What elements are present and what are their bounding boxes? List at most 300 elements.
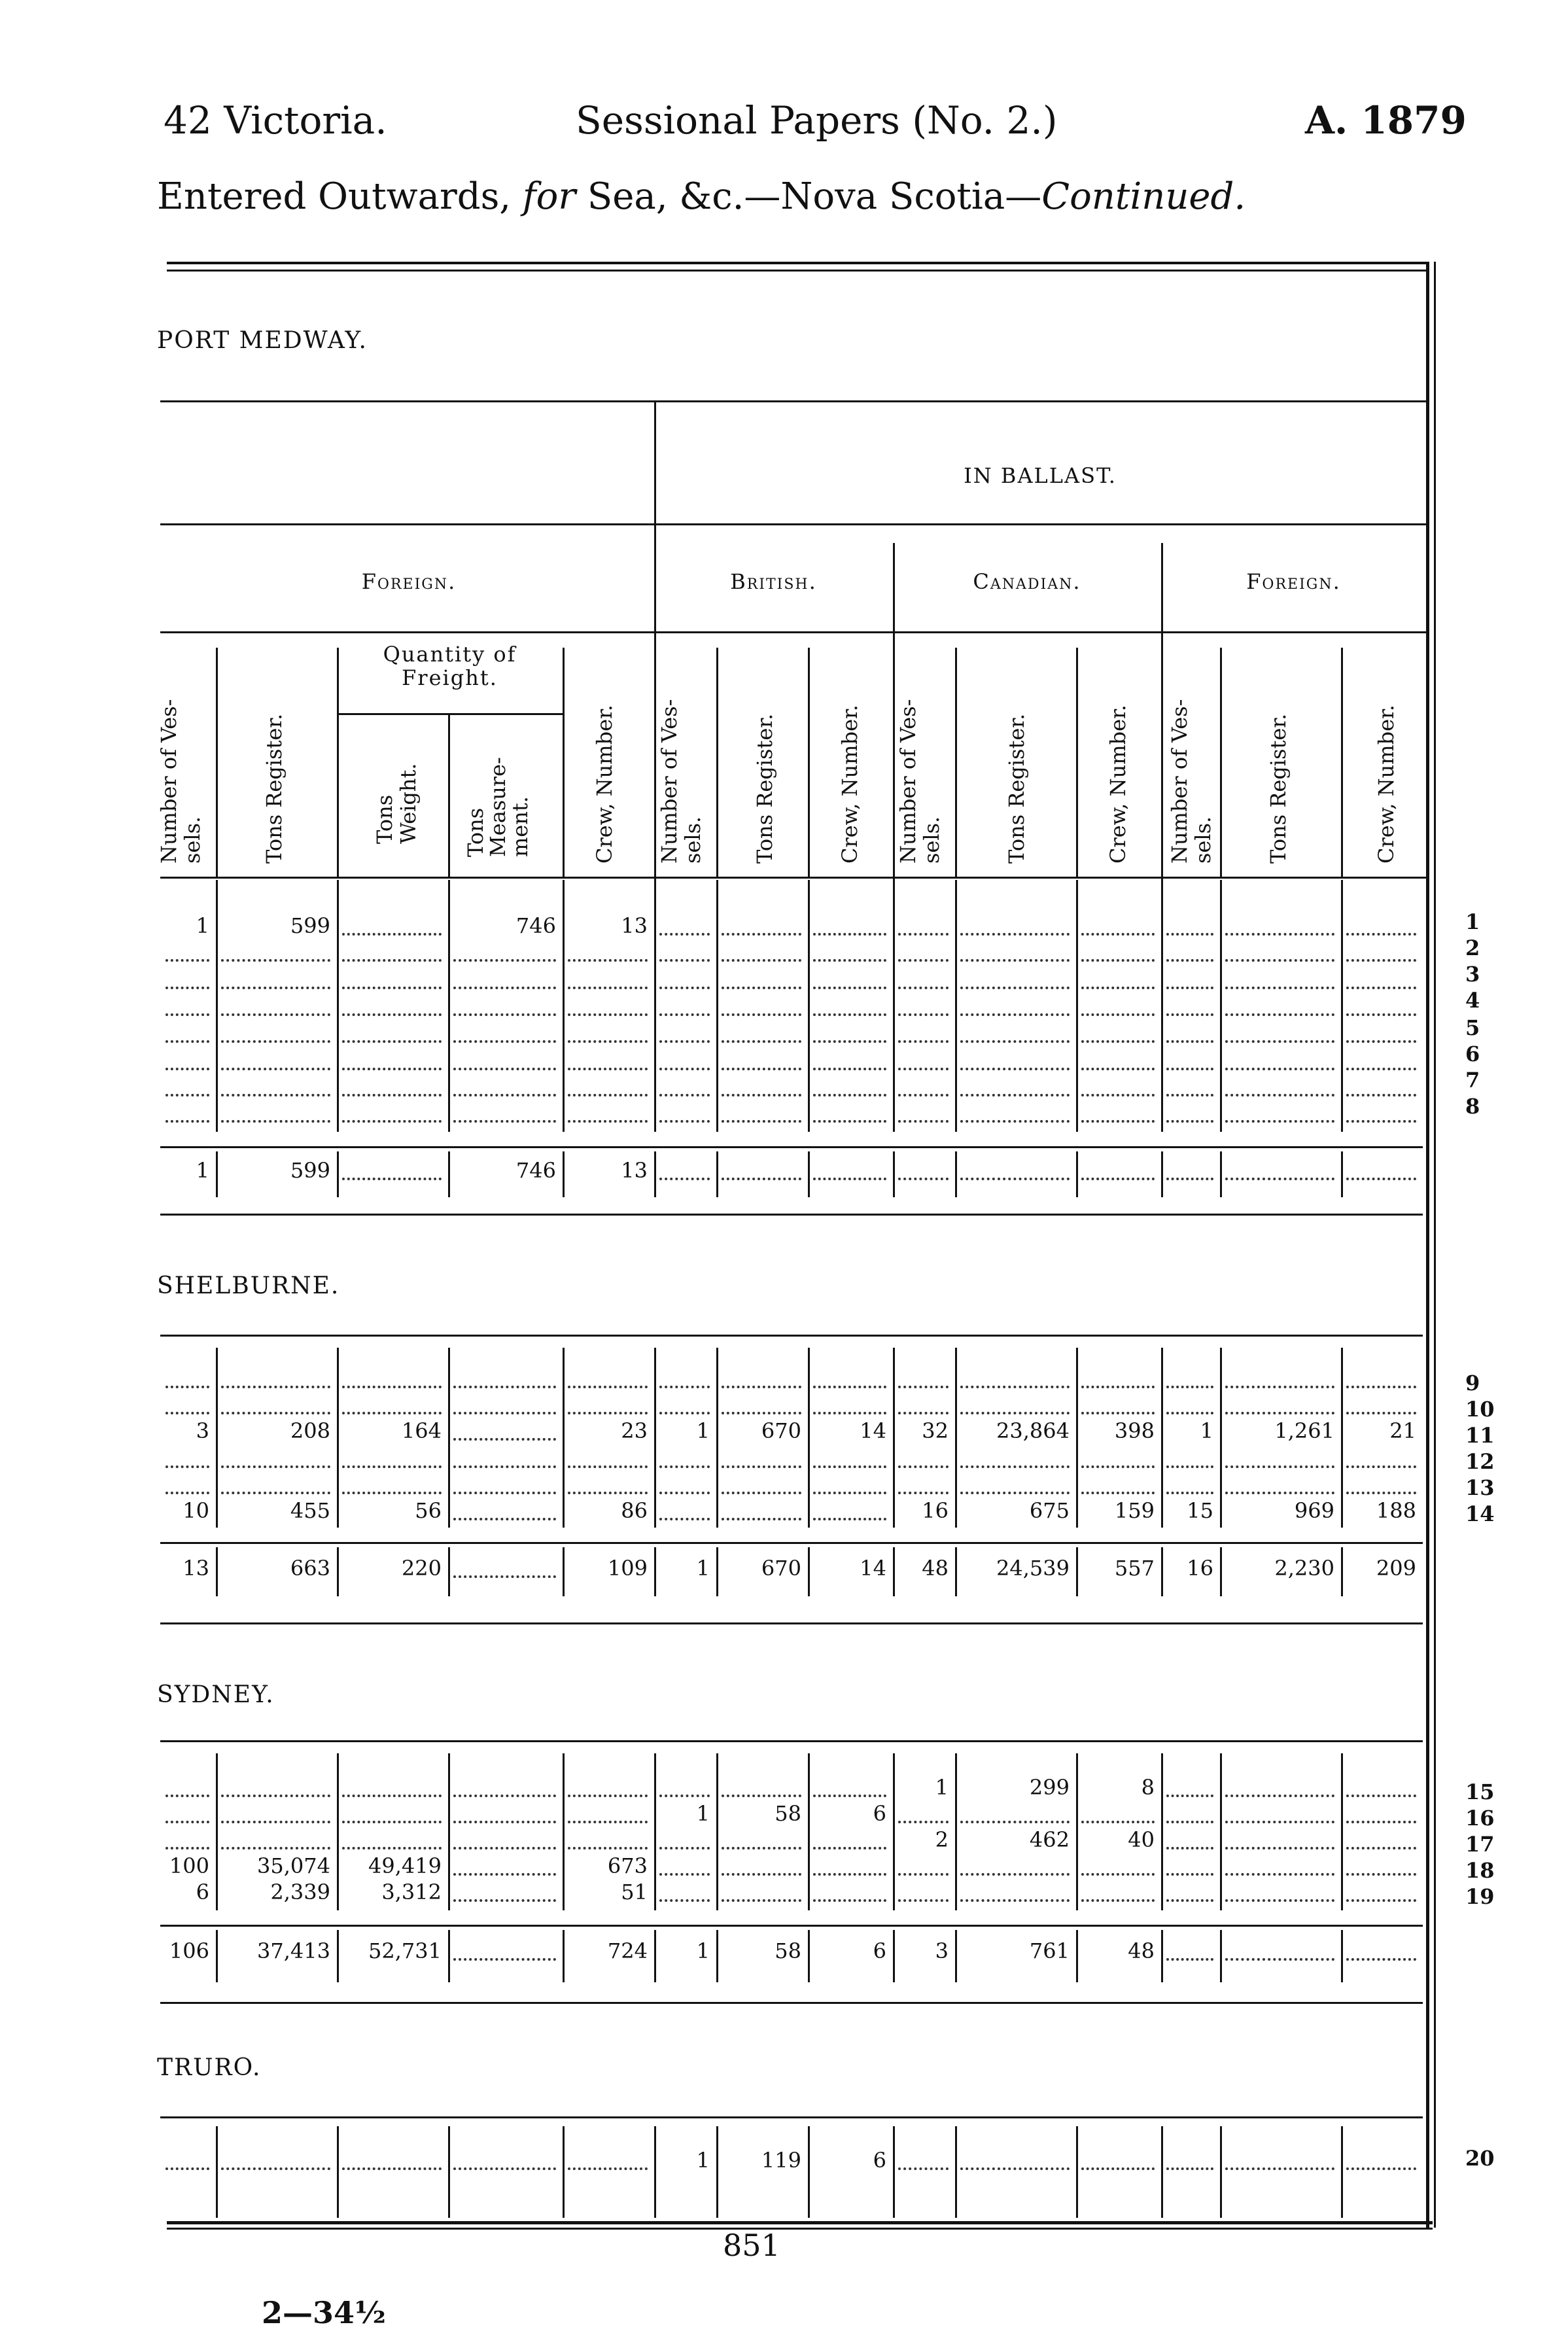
table-cell: 24,539 (996, 1556, 1070, 1581)
table-cell: 663 (290, 1556, 330, 1581)
leader-dots (960, 933, 1070, 936)
rule (160, 1146, 1423, 1148)
leader-dots (813, 1094, 886, 1096)
leader-dots (1346, 1795, 1416, 1797)
divider (563, 1151, 565, 1197)
divider (654, 1348, 656, 1528)
leader-dots (568, 1120, 648, 1123)
leader-dots (342, 1178, 442, 1180)
table-cell: 32 (922, 1418, 949, 1443)
leader-dots (1225, 1821, 1334, 1823)
divider (448, 1753, 450, 1910)
divider (563, 1930, 565, 1982)
leader-dots (960, 1094, 1070, 1096)
leader-dots (898, 2167, 949, 2170)
leader-dots (453, 1068, 556, 1070)
row-number: 3 (1465, 962, 1480, 987)
divider (448, 1151, 450, 1197)
group-canadian: Canadian. (973, 569, 1081, 594)
leader-dots (166, 1094, 209, 1096)
table-cell: 746 (515, 913, 556, 938)
leader-dots (898, 1492, 949, 1494)
leader-dots (1225, 1899, 1334, 1902)
divider (955, 2126, 957, 2218)
leader-dots (1166, 933, 1213, 936)
table-cell: 1,261 (1274, 1418, 1334, 1443)
col-number-vessels-foreign-ballast: Number of Ves- sels. (1167, 699, 1215, 864)
leader-dots (1225, 1013, 1334, 1016)
leader-dots (1225, 1068, 1334, 1070)
leader-dots (813, 1465, 886, 1468)
table-cell: 673 (607, 1853, 648, 1878)
divider (448, 1348, 450, 1528)
divider (716, 1547, 718, 1596)
divider (1341, 1753, 1343, 1910)
leader-dots (722, 1873, 801, 1876)
leader-dots (166, 2167, 209, 2170)
leader-dots (221, 987, 330, 989)
col-crew-british: Crew, Number. (837, 705, 862, 864)
divider (716, 1348, 718, 1528)
table-cell: 3 (196, 1418, 209, 1443)
leader-dots (568, 1465, 648, 1468)
section-sydney: SYDNEY. (157, 1681, 275, 1708)
leader-dots (722, 1899, 801, 1902)
leader-dots (898, 1465, 949, 1468)
leader-dots (659, 1847, 710, 1849)
leader-dots (813, 1068, 886, 1070)
leader-dots (1346, 1178, 1416, 1180)
rule (160, 1214, 1423, 1216)
leader-dots (453, 1040, 556, 1043)
col-crew-canadian: Crew, Number. (1106, 705, 1130, 864)
leader-dots (722, 1492, 801, 1494)
leader-dots (898, 1178, 949, 1180)
table-cell: 58 (775, 1938, 801, 1963)
table-subtitle: Entered Outwards, for Sea, &c.—Nova Scotia—Continued. (157, 175, 1246, 218)
leader-dots (722, 1847, 801, 1849)
leader-dots (898, 933, 949, 936)
divider (1341, 2126, 1343, 2218)
leader-dots (1166, 1465, 1213, 1468)
leader-dots (342, 1412, 442, 1414)
leader-dots (960, 1412, 1070, 1414)
divider (1341, 1151, 1343, 1197)
table-cell: 670 (761, 1556, 801, 1581)
divider (1220, 1547, 1222, 1596)
leader-dots (1346, 1465, 1416, 1468)
leader-dots (813, 959, 886, 962)
leader-dots (898, 1094, 949, 1096)
leader-dots (453, 1438, 556, 1441)
leader-dots (342, 959, 442, 962)
divider (1161, 1151, 1163, 1197)
leader-dots (453, 2167, 556, 2170)
table-cell: 58 (775, 1801, 801, 1826)
divider (448, 880, 450, 1132)
leader-dots (568, 1386, 648, 1388)
leader-dots (1081, 1465, 1155, 1468)
leader-dots (1225, 1873, 1334, 1876)
table-cell: 13 (621, 1158, 648, 1183)
leader-dots (1081, 1386, 1155, 1388)
table-cell: 208 (290, 1418, 330, 1443)
leader-dots (1225, 1094, 1334, 1096)
table-cell: 2 (935, 1827, 949, 1852)
divider (1220, 1930, 1222, 1982)
divider (808, 1547, 810, 1596)
page-number: 851 (723, 2228, 780, 2263)
leader-dots (453, 1899, 556, 1902)
divider (1341, 880, 1343, 1132)
table-cell: 6 (873, 2148, 886, 2173)
rule (160, 1622, 1423, 1624)
table-cell: 1 (696, 1938, 710, 1963)
freight-heading: Quantity of Freight. (383, 642, 517, 690)
divider (563, 1753, 565, 1910)
divider (955, 880, 957, 1132)
section-truro: TRURO. (157, 2054, 262, 2081)
table-cell: 1 (696, 2148, 710, 2173)
table-cell: 56 (415, 1498, 442, 1523)
leader-dots (453, 1412, 556, 1414)
divider (654, 1930, 656, 1982)
leader-dots (453, 1492, 556, 1494)
leader-dots (722, 1120, 801, 1123)
leader-dots (568, 1094, 648, 1096)
divider (955, 1151, 957, 1197)
leader-dots (813, 1120, 886, 1123)
leader-dots (960, 1899, 1070, 1902)
leader-dots (166, 1013, 209, 1016)
leader-dots (453, 959, 556, 962)
table-cell: 6 (873, 1938, 886, 1963)
divider (448, 2126, 450, 2218)
divider (955, 1930, 957, 1982)
leader-dots (453, 987, 556, 989)
divider (1341, 1348, 1343, 1528)
rule (160, 1335, 1423, 1337)
divider (1220, 1151, 1222, 1197)
leader-dots (1166, 1412, 1213, 1414)
table-cell: 462 (1029, 1827, 1070, 1852)
divider (563, 1348, 565, 1528)
table-cell: 49,419 (368, 1853, 442, 1878)
row-number: 9 (1465, 1371, 1480, 1395)
leader-dots (1081, 959, 1155, 962)
leader-dots (1081, 2167, 1155, 2170)
leader-dots (659, 1465, 710, 1468)
year-label: A. 1879 (1305, 98, 1467, 143)
rule (160, 2116, 1423, 2118)
leader-dots (221, 2167, 330, 2170)
leader-dots (1166, 1040, 1213, 1043)
table-cell: 2,230 (1274, 1556, 1334, 1581)
leader-dots (1225, 2167, 1334, 2170)
group-in-ballast: IN BALLAST. (964, 463, 1117, 488)
leader-dots (722, 1040, 801, 1043)
leader-dots (568, 1821, 648, 1823)
divider (1161, 543, 1163, 890)
divider (716, 1753, 718, 1910)
leader-dots (342, 987, 442, 989)
leader-dots (342, 2167, 442, 2170)
leader-dots (342, 933, 442, 936)
leader-dots (568, 1492, 648, 1494)
rule (160, 1740, 1423, 1742)
leader-dots (1166, 959, 1213, 962)
leader-dots (166, 1386, 209, 1388)
row-number: 1 (1465, 909, 1480, 934)
bottom-rule (167, 2221, 1433, 2224)
leader-dots (960, 1120, 1070, 1123)
document-title: Sessional Papers (No. 2.) (576, 98, 1058, 143)
table-cell: 761 (1029, 1938, 1070, 1963)
leader-dots (453, 1013, 556, 1016)
leader-dots (1081, 1068, 1155, 1070)
leader-dots (453, 1958, 556, 1961)
rule (160, 1925, 1423, 1927)
leader-dots (1225, 959, 1334, 962)
leader-dots (1081, 1178, 1155, 1180)
leader-dots (1166, 1873, 1213, 1876)
leader-dots (659, 987, 710, 989)
col-number-vessels-foreign: Number of Ves- sels. (156, 699, 205, 864)
leader-dots (1346, 1013, 1416, 1016)
table-cell: 15 (1187, 1498, 1213, 1523)
leader-dots (166, 1847, 209, 1849)
divider (1220, 880, 1222, 1132)
row-number: 13 (1465, 1475, 1495, 1500)
divider (337, 648, 339, 877)
divider (1341, 648, 1343, 877)
divider (1076, 1547, 1078, 1596)
leader-dots (1346, 1958, 1416, 1961)
table-cell: 37,413 (257, 1938, 330, 1963)
table-cell: 109 (607, 1556, 648, 1581)
divider (1161, 1348, 1163, 1528)
leader-dots (1225, 933, 1334, 936)
leader-dots (1225, 1847, 1334, 1849)
divider (955, 648, 957, 877)
leader-dots (166, 1821, 209, 1823)
row-number: 12 (1465, 1449, 1495, 1474)
divider (1220, 2126, 1222, 2218)
group-british: British. (730, 569, 817, 594)
table-cell: 16 (1187, 1556, 1213, 1581)
leader-dots (221, 1120, 330, 1123)
divider (893, 1753, 895, 1910)
row-number: 7 (1465, 1068, 1480, 1093)
divider (1161, 880, 1163, 1132)
divider (893, 880, 895, 1132)
row-number: 8 (1465, 1094, 1480, 1119)
leader-dots (898, 1821, 949, 1823)
leader-dots (1346, 2167, 1416, 2170)
col-tons-weight: Tons Weight. (372, 763, 421, 844)
leader-dots (1225, 1120, 1334, 1123)
leader-dots (1346, 1068, 1416, 1070)
leader-dots (453, 1795, 556, 1797)
rule (160, 1542, 1423, 1544)
table-cell: 48 (922, 1556, 949, 1581)
leader-dots (659, 1386, 710, 1388)
session-label: 42 Victoria. (164, 98, 387, 143)
leader-dots (813, 1795, 886, 1797)
leader-dots (166, 1795, 209, 1797)
leader-dots (568, 1068, 648, 1070)
table-cell: 455 (290, 1498, 330, 1523)
table-cell: 21 (1389, 1418, 1416, 1443)
leader-dots (1225, 1795, 1334, 1797)
leader-dots (221, 1465, 330, 1468)
leader-dots (221, 1412, 330, 1414)
leader-dots (898, 1040, 949, 1043)
divider (1161, 2126, 1163, 2218)
divider (448, 713, 450, 877)
leader-dots (453, 1094, 556, 1096)
row-number: 4 (1465, 988, 1480, 1013)
leader-dots (568, 1013, 648, 1016)
divider (893, 2126, 895, 2218)
divider (955, 1547, 957, 1596)
divider (216, 1348, 218, 1528)
group-foreign: Foreign. (361, 569, 457, 594)
col-tons-measurement: Tons Measure- ment. (463, 757, 532, 857)
divider (893, 543, 895, 890)
col-tons-register-foreign-ballast: Tons Register. (1266, 713, 1291, 864)
divider (337, 1753, 339, 1910)
table-cell: 724 (607, 1938, 648, 1963)
leader-dots (898, 959, 949, 962)
leader-dots (813, 1040, 886, 1043)
table-cell: 1 (696, 1418, 710, 1443)
leader-dots (453, 1120, 556, 1123)
leader-dots (342, 1821, 442, 1823)
divider (1341, 1547, 1343, 1596)
leader-dots (453, 1575, 556, 1578)
table-cell: 220 (401, 1556, 442, 1581)
table-cell: 1 (696, 1801, 710, 1826)
divider (808, 1151, 810, 1197)
leader-dots (813, 1013, 886, 1016)
divider (216, 1151, 218, 1197)
divider (893, 1348, 895, 1528)
leader-dots (659, 1068, 710, 1070)
divider (808, 648, 810, 877)
table-cell: 16 (922, 1498, 949, 1523)
table-cell: 35,074 (257, 1853, 330, 1878)
table-cell: 13 (183, 1556, 209, 1581)
divider (216, 1547, 218, 1596)
leader-dots (1346, 1412, 1416, 1414)
table-cell: 746 (515, 1158, 556, 1183)
table-cell: 3,312 (381, 1880, 442, 1904)
leader-dots (898, 1899, 949, 1902)
row-number: 14 (1465, 1501, 1495, 1526)
row-number: 2 (1465, 936, 1480, 960)
leader-dots (659, 1094, 710, 1096)
leader-dots (1081, 1013, 1155, 1016)
table-cell: 119 (761, 2148, 801, 2173)
divider (1220, 648, 1222, 877)
row-number: 19 (1465, 1884, 1495, 1909)
divider (716, 2126, 718, 2218)
col-tons-register-canadian: Tons Register. (1004, 713, 1029, 864)
leader-dots (1081, 1492, 1155, 1494)
divider (716, 648, 718, 877)
leader-dots (342, 1795, 442, 1797)
leader-dots (659, 1873, 710, 1876)
leader-dots (1081, 1094, 1155, 1096)
table-cell: 159 (1114, 1498, 1155, 1523)
leader-dots (659, 1518, 710, 1520)
divider (563, 648, 565, 877)
leader-dots (813, 1412, 886, 1414)
leader-dots (813, 1899, 886, 1902)
leader-dots (1225, 1386, 1334, 1388)
leader-dots (166, 987, 209, 989)
divider (1220, 1348, 1222, 1528)
table-cell: 86 (621, 1498, 648, 1523)
divider (1341, 1930, 1343, 1982)
leader-dots (568, 959, 648, 962)
leader-dots (1225, 1465, 1334, 1468)
row-number: 20 (1465, 2146, 1495, 2171)
divider (563, 880, 565, 1132)
divider (716, 880, 718, 1132)
leader-dots (221, 1821, 330, 1823)
table-cell: 106 (169, 1938, 209, 1963)
leader-dots (221, 959, 330, 962)
leader-dots (960, 1013, 1070, 1016)
table-cell: 6 (873, 1801, 886, 1826)
leader-dots (1346, 1899, 1416, 1902)
leader-dots (221, 1068, 330, 1070)
leader-dots (1225, 1958, 1334, 1961)
divider (563, 2126, 565, 2218)
leader-dots (1166, 1120, 1213, 1123)
leader-dots (166, 1068, 209, 1070)
leader-dots (1166, 1013, 1213, 1016)
leader-dots (659, 1899, 710, 1902)
divider (216, 880, 218, 1132)
leader-dots (898, 1412, 949, 1414)
table-cell: 188 (1376, 1498, 1416, 1523)
divider (216, 1753, 218, 1910)
leader-dots (342, 1013, 442, 1016)
divider (955, 1753, 957, 1910)
leader-dots (1166, 2167, 1213, 2170)
leader-dots (722, 1465, 801, 1468)
leader-dots (221, 1094, 330, 1096)
row-number: 18 (1465, 1858, 1495, 1883)
leader-dots (221, 1847, 330, 1849)
col-number-vessels-british: Number of Ves- sels. (657, 699, 705, 864)
divider (654, 402, 656, 893)
leader-dots (1225, 987, 1334, 989)
leader-dots (960, 1492, 1070, 1494)
leader-dots (1166, 1795, 1213, 1797)
leader-dots (722, 1094, 801, 1096)
leader-dots (960, 1178, 1070, 1180)
leader-dots (659, 1795, 710, 1797)
leader-dots (722, 1178, 801, 1180)
rule (160, 2002, 1423, 2004)
bottom-rule-2 (167, 2228, 1433, 2230)
divider (808, 1348, 810, 1528)
table-cell: 3 (935, 1938, 949, 1963)
